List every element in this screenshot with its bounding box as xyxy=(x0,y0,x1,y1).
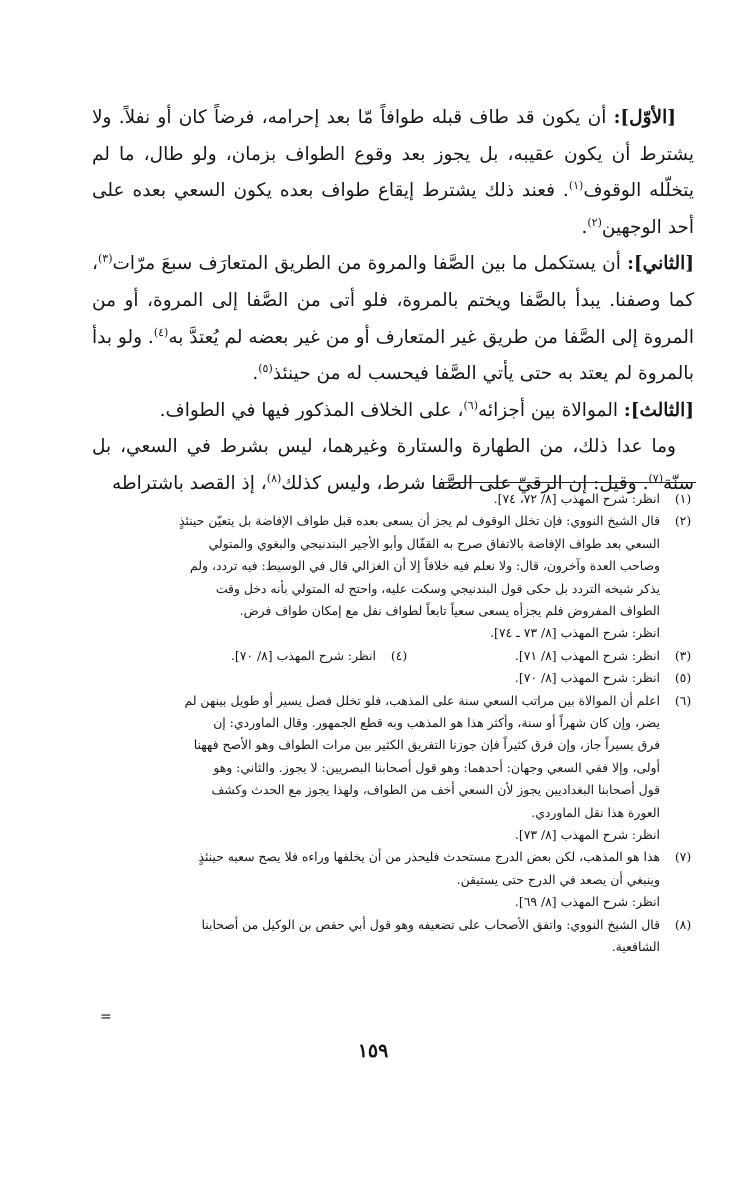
footnote-number: (٢) xyxy=(674,513,692,529)
heading-third: [الثالث]: xyxy=(623,399,694,421)
footnote-number: (١) xyxy=(674,491,692,506)
footnote-line: انظر: شرح المهذب [٨/ ٧٢، ٧٤]. xyxy=(493,491,660,506)
heading-first: [الأوّل]: xyxy=(613,107,676,128)
text: ، على الخلاف المذكور فيها في الطواف. xyxy=(159,399,464,421)
footnote-line: اعلم أن الموالاة بين مراتب السعي سنة على المذهب، فلو تخلل فصل يسير أو طويل بينهن لم xyxy=(184,692,660,708)
continuation-mark: = xyxy=(100,1009,112,1025)
text: ، كما وصفنا. يبدأ بالصَّفا ويختم بالمروة، فلو أتى من الصَّفا إلى المروة، أو من المروة إلى الصَّفا من طريق غير المتعارف أو من غير بعضه لم يُعتدَّ به xyxy=(92,253,694,348)
footnotes-3-4-row xyxy=(88,645,700,667)
heading-second: [الثاني]: xyxy=(627,253,694,275)
footnote-7 xyxy=(88,846,700,913)
footnote-5 xyxy=(88,667,700,689)
footnote-2 xyxy=(88,510,700,644)
footnote-line: انظر: شرح المهذب [٨/ ٦٩]. xyxy=(514,894,660,910)
footnote-number: (٣) xyxy=(674,647,692,663)
footnote-number: (٦) xyxy=(674,692,692,708)
footnote-ref-8[interactable]: (٨) xyxy=(266,471,282,485)
footnote-ref-3[interactable]: (٣) xyxy=(97,252,113,266)
footnotes xyxy=(88,488,700,959)
footnote-line: انظر: شرح المهذب [٨/ ٧٠]. xyxy=(230,647,376,663)
footnote-separator xyxy=(440,482,696,483)
footnote-line: يذكر شيخه التردد بل حكى قول البندنيجي وسكت عليه، واحتج له المتولي بأنه دخل وقت xyxy=(215,580,660,596)
footnote-line: فرق يسيراً جاز، وإن فرق كثيراً فإن جوزنا التفريق الكثير بين مرات الطواف وهو الأصح فههنا xyxy=(193,737,660,753)
footnote-ref-5[interactable]: (٥) xyxy=(258,362,273,375)
footnote-ref-1[interactable]: (١) xyxy=(568,179,584,193)
footnote-3 xyxy=(515,645,700,667)
footnote-line: أولى، وإلا ففي السعي وجهان: أحدهما: وهو قول أصحابنا البصريين: لا يجوز. والثاني: وهو xyxy=(213,759,660,775)
footnote-line: قول أصحابنا البغداديين يجوز لأن السعي أخف من الطواف، ولهذا يجوز مع الحدث وكشف xyxy=(211,782,660,798)
footnote-number: (٥) xyxy=(674,670,692,686)
text: أن يستكمل ما بين الصَّفا والمروة من الطريق المتعارَف سبعَ مرّات xyxy=(112,253,628,275)
footnote-4 xyxy=(231,645,416,667)
paragraph-second-condition xyxy=(92,246,694,392)
text: . وقيل: إن الرقيّ على الصَّفا شرط، وليس كذلك xyxy=(281,472,649,494)
footnote-line: العورة هذا نقل الماوردي. xyxy=(531,804,660,820)
footnote-line: الشافعية. xyxy=(611,939,660,955)
footnote-6 xyxy=(88,690,700,847)
footnote-line: انظر: شرح المهذب [٨/ ٧١]. xyxy=(514,647,660,663)
text: وما عدا ذلك، من الطهارة والستارة وغيرهما، ليس بشرط في السعي، بل سنّة xyxy=(92,436,694,494)
footnote-number: (٧) xyxy=(674,849,692,865)
footnote-line: قال الشيخ النووي: واتفق الأصحاب على تضعيفه وهو قول أبي حفص بن الوكيل من أصحابنا xyxy=(201,916,660,932)
footnote-line: وينبغي أن يصعد في الدرج حتى يستيقن. xyxy=(456,871,660,887)
page-number: ١٥٩ xyxy=(357,1040,389,1062)
footnote-8 xyxy=(88,914,700,959)
text: . xyxy=(581,216,588,238)
footnote-line: هذا هو المذهب، لكن بعض الدرج مستحدث فليحذر من أن يخلفها وراءه فلا يصح سعيه حينئذٍ xyxy=(198,849,660,865)
paragraph-first-condition xyxy=(92,100,694,246)
text: . فعند ذلك يشترط إيقاع طواف بعده يكون السعي بعده على أحد الوجهين xyxy=(92,180,694,238)
footnote-1 xyxy=(88,488,700,510)
footnote-line: وصاحب العدة وآخرون، قال: ولا نعلم فيه خلافاً إلا أن الغزالي قال في الوسيط: فيه تردد، ولم xyxy=(190,558,660,574)
footnote-ref-7[interactable]: (٧) xyxy=(648,471,663,485)
footnote-line: السعي بعد طواف الإفاضة بالاتفاق صرح به القفّال وأبو الأجير البندنيجي والبغوي والمتولي xyxy=(208,535,660,551)
main-text xyxy=(92,100,694,503)
text: أن يكون قد طاف قبله طوافاً مّا بعد إحرامه، فرضاً كان أو نفلاً. ولا يشترط أن يكون عقيبه، بل يجوز بعد وقوع الطواف بزمان، ولو طال، ما لم يتخلّله الوقوف xyxy=(92,107,695,202)
footnote-ref-4[interactable]: (٤) xyxy=(153,325,169,339)
footnote-number: (٤) xyxy=(390,647,408,663)
footnote-ref-6[interactable]: (٦) xyxy=(463,398,478,412)
footnote-line: الطواف المفروض فلم يجزأه يسعى سعياً تابعاً لطواف نفل مع إمكان طواف فرض. xyxy=(239,603,660,619)
text: . ولو بدأ بالمروة لم يعتد به حتى يأتي الصَّفا فيحسب له من حينئذ xyxy=(92,326,694,385)
footnote-line: انظر: شرح المهذب [٨/ ٧٣ ـ ٧٤]. xyxy=(490,625,660,641)
text: الموالاة بين أجزائه xyxy=(478,399,624,421)
text: ، إذ القصد باشتراطه xyxy=(112,472,267,494)
footnote-line: انظر: شرح المهذب [٨/ ٧٠]. xyxy=(514,670,660,686)
footnote-line: يضر، وإن كان شهراً أو سنة، وأكثر هذا هو المذهب وبه قطع الجمهور. وقال الماوردي: إن xyxy=(213,715,660,731)
footnote-line: قال الشيخ النووي: فإن تخلل الوقوف لم يجز أن يسعى بعده قبل طواف الإفاضة بل يتعيّن حينئذٍ xyxy=(178,513,660,529)
footnote-line: انظر: شرح المهذب [٨/ ٧٣]. xyxy=(514,827,660,843)
footnote-number: (٨) xyxy=(674,916,692,932)
text: . xyxy=(252,363,259,385)
footnote-ref-2[interactable]: (٢) xyxy=(587,215,602,229)
paragraph-third-condition xyxy=(92,393,694,430)
